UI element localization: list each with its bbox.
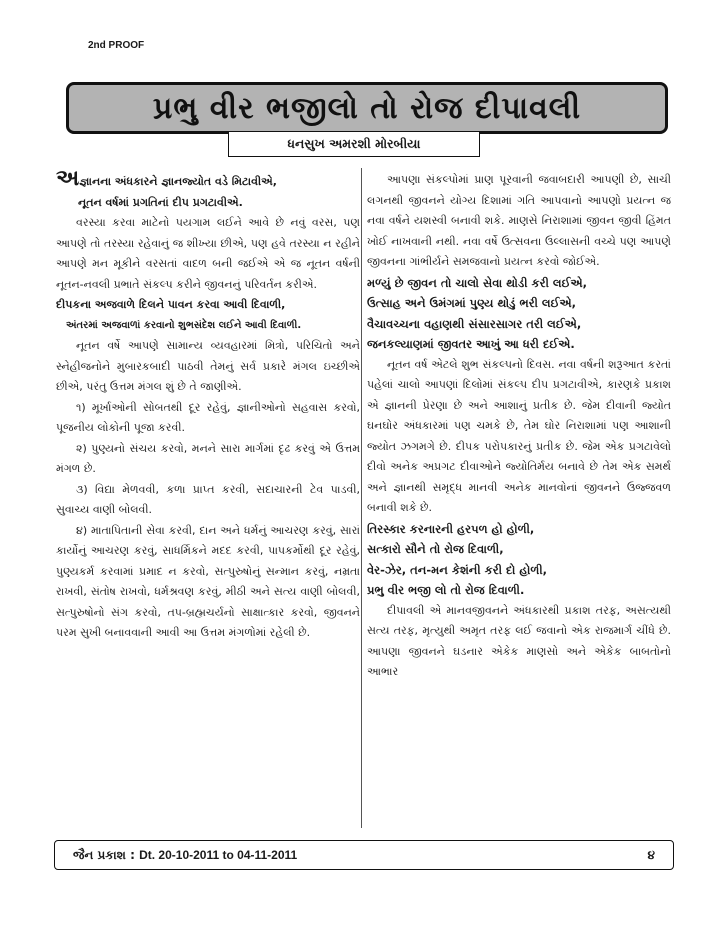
paragraph: નૂતન વર્ષ એટલે શુભ સંકલ્પનો દિવસ. નવા વર્ષની શરૂઆત કરતાં પહેલાં ચાલો આપણાં દિલોમાં સંકલ્પ દીપ પ્રગટાવીએ, કારણકે પ્રકાશ એ જ્ઞાનની પ્રેરણા છે અને આશાનું પ્રતીક છે. જેમ દીવાની જ્યોત ઘનઘોર અંધકારમાં પણ ચમકે છે, તેમ ઘોર નિરાશામાં પણ આશાની જ્યોત ઝગમગે છે. દીપક પરોપકારનું પ્રતીક છે. જેમ એક પ્રગટાવેલો દીવો અનેક અપ્રગટ દીવાઓને જ્યોતિર્મય બનાવે છે તેમ એક સમર્થ અને જ્ઞાનથી સમૃદ્ધ માનવી અનેક માનવોનાં જીવનને ઉજ્જવળ બનાવી શકે છે. bbox=[367, 357, 671, 514]
verse-line: દીપકના અજવાળે દિલને પાવન કરવા આવી દિવાળી, bbox=[56, 298, 286, 311]
verse-line: મળ્યું છે જીવન તો ચાલો સેવા થોડી કરી લઈએ, bbox=[367, 275, 587, 290]
article-title: પ્રભુ વીર ભજીલો તો રોજ દીપાવલી bbox=[152, 90, 582, 126]
verse-line: અંતરમાં અજવાળાં કરવાનો શુભસંદેશ લઈને આવી દિવાળી. bbox=[66, 319, 302, 331]
proof-label: 2nd PROOF bbox=[88, 40, 145, 51]
list-item: ૩) વિદ્યા મેળવવી, કળા પ્રાપ્ત કરવી, સદાચારની ટેવ પાડવી, સુવાચ્ય વાણી બોલવી. bbox=[56, 482, 360, 516]
left-column bbox=[56, 170, 360, 644]
verse-line: પ્રભુ વીર ભજી લો તો રોજ દિવાળી. bbox=[367, 583, 525, 597]
column-divider bbox=[361, 168, 362, 828]
page-footer bbox=[54, 840, 674, 870]
paragraph: આપણા સંકલ્પોમાં પ્રાણ પૂરવાની જવાબદારી આપણી છે, સાચી લગનથી જીવનને યોગ્ય દિશામાં ગતિ આપવાનો આપણો પ્રયત્ન જ નવા વર્ષને યશસ્વી બનાવી શકે. માણસે નિરાશામાં જીવન જીવી હિંમત ખોઈ નાખવાની નથી. નવા વર્ષે ઉત્સવના ઉલ્લાસની વચ્ચે પણ આપણે જીવનના ગાંભીર્યને સમજવાનો પ્રયત્ન કરવો જોઈએ. bbox=[367, 173, 671, 268]
verse-line: જનકલ્યાણમાં જીવતર આખું આ ધરી દઈએ. bbox=[367, 337, 575, 351]
verse-line: સત્કારો સૌને તો રોજ દિવાળી, bbox=[367, 542, 504, 556]
paragraph: દીપાવલી એ માનવજીવનને અંધકારથી પ્રકાશ તરફ, અસત્યથી સત્ય તરફ, મૃત્યુથી અમૃત તરફ લઈ જવાનો એક રાજમાર્ગ ચીંધે છે. આપણા જીવનને ઘડનાર એકેક માણસો અને એકેક બાબતોનો આભાર bbox=[367, 603, 671, 678]
author-name: ધનસુખ અમરશી મોરબીયા bbox=[287, 136, 421, 151]
author-box bbox=[228, 131, 480, 157]
verse-line: વૈચાવચ્ચના વહાણથી સંસારસાગર તરી લઈએ, bbox=[367, 316, 582, 331]
footer-publication bbox=[73, 848, 297, 863]
list-item: ૪) માતાપિતાની સેવા કરવી, દાન અને ધર્મનું આચરણ કરવું, સારાં કાર્યોનું આચરણ કરવું, સાધર્મિકને મદદ કરવી, પાપકર્મોથી દૂર રહેવું, પુણ્યકર્મ કરવામાં પ્રમાદ ન કરવો, સત્પુરુષોનું સન્માન કરવું, નમ્રતા રાખવી, સંતોષ રાખવો, ધર્મશ્રવણ કરવું, મીઠી અને સત્ય વાણી બોલવી, સત્પુરુષોનો સંગ કરવો, તપ-બ્રહ્મચર્યનો સાક્ષાત્કાર કરવો, જીવનને પરમ સુખી બનાવવાની આવી આ ઉત્તમ મંગળોમાં રહેલી છે. bbox=[56, 523, 360, 639]
page-number: ૪ bbox=[647, 847, 655, 862]
drop-cap: અ bbox=[56, 170, 80, 191]
footer-label: જૈન પ્રકાશ : bbox=[73, 847, 135, 862]
verse-line: ઉત્સાહ અને ઉમંગમાં પુણ્ય થોડું ભરી લઈએ, bbox=[367, 296, 577, 310]
list-item: ૧) મૂર્ખાઓની સોબતથી દૂર રહેવું, જ્ઞાનીઓનો સહવાસ કરવો, પૂજનીય લોકોની પૂજા કરવી. bbox=[56, 400, 360, 434]
opening-verse-line-2: નૂતન વર્ષમાં પ્રગતિનાં દીપ પ્રગટાવીએ. bbox=[78, 195, 243, 209]
verse-line: તિરસ્કાર કરનારની હરપળ હો હોળી, bbox=[367, 521, 535, 536]
right-column bbox=[367, 170, 671, 683]
opening-verse-line-1: અજ્ઞાનના અંધકારને જ્ઞાનજ્યોત વડે મિટાવીએ, bbox=[56, 170, 360, 193]
paragraph: નૂતન વર્ષે આપણે સામાન્ય વ્યવહારમાં મિત્રો, પરિચિતો અને સ્નેહીજનોને મુબારકબાદી પાઠવી તેમનું સર્વ પ્રકારે મંગલ ઇચ્છીએ છીએ, પરંતુ ઉત્તમ મંગલ શું છે તે જાણીએ. bbox=[56, 339, 360, 393]
list-item: ૨) પુણ્યનો સંચય કરવો, મનને સારા માર્ગમાં દૃઢ કરવું એ ઉત્તમ મંગળ છે. bbox=[56, 441, 360, 475]
paragraph: વરસ્યા કરવા માટેનો પયગામ લઈને આવે છે નવું વરસ, પણ આપણે તો તરસ્યા રહેવાનું જ શીખ્યા છીએ, પણ હવે તરસ્યા ન રહીને આપણે મન મૂકીને વરસતાં વાદળ બની જઈએ એ જ નૂતન વર્ષની નૂતન-નવલી પ્રભાતે સંકલ્પ કરીને જીવનનું પરિવર્તન કરીએ. bbox=[56, 216, 360, 291]
footer-date: Dt. 20-10-2011 to 04-11-2011 bbox=[139, 847, 298, 862]
title-banner bbox=[66, 82, 668, 134]
verse-line: વેર-ઝેર, તન-મન કેશંની કરી દો હોળી, bbox=[367, 562, 548, 577]
